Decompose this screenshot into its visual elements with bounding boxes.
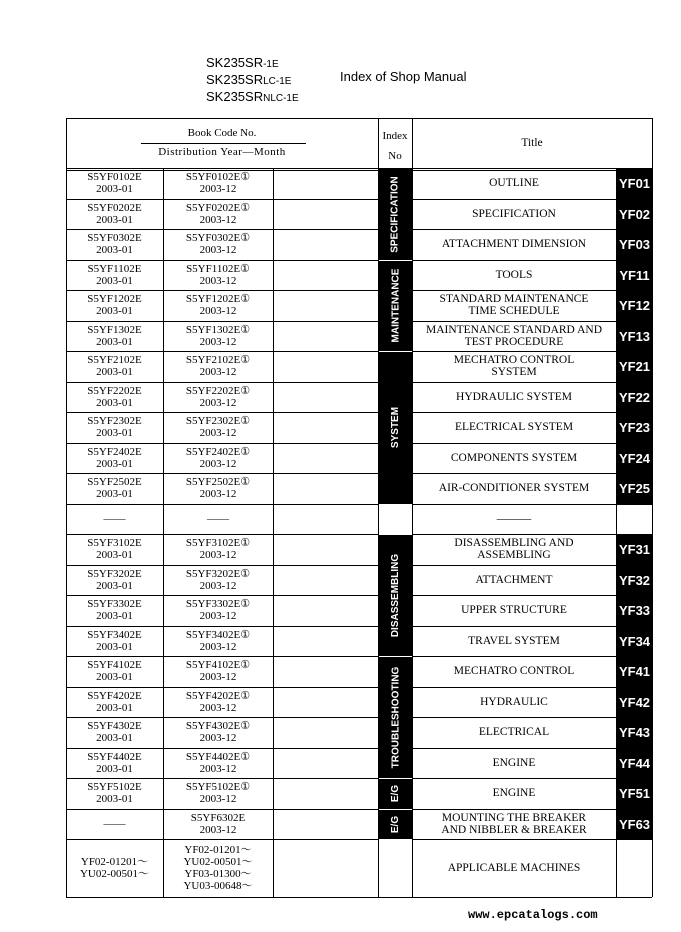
book-code-original — [66, 626, 163, 657]
book-code-original — [66, 168, 163, 199]
book-code-revision — [163, 656, 273, 687]
section-title — [412, 626, 616, 657]
book-code: —— — [207, 512, 229, 525]
book-code: YF02-01201～ YU02-00501～ YF03-01300～ YU03-00648～ — [183, 844, 253, 892]
book-code: S5YF3202E① — [185, 567, 251, 580]
book-code-original — [66, 382, 163, 413]
distribution-date: 2003-01 — [96, 183, 133, 196]
index-tag-text: YF21 — [618, 359, 651, 375]
book-code: YF02-01201～ YU02-00501～ — [79, 856, 150, 880]
group-label — [379, 169, 412, 260]
distribution-date: 2003-12 — [199, 488, 237, 501]
book-code: S5YF2502E — [87, 476, 142, 489]
section-title — [412, 595, 616, 626]
section-title-text: APPLICABLE MACHINES — [447, 862, 581, 874]
title-header-label: Title — [521, 137, 543, 149]
book-code-original — [66, 260, 163, 291]
section-title — [412, 351, 616, 382]
group-label — [379, 261, 412, 352]
section-title-text: ENGINE — [492, 756, 536, 769]
index-tag — [617, 383, 652, 413]
section-title — [412, 168, 616, 199]
distribution-date: 2003-01 — [96, 640, 133, 653]
section-title — [412, 473, 616, 504]
book-code: S5YF2202E① — [185, 384, 251, 397]
section-title — [412, 504, 616, 535]
book-code: S5YF4202E — [87, 689, 142, 702]
footer-url: www.epcatalogs.com — [468, 908, 598, 922]
distribution-date: 2003-12 — [199, 671, 237, 684]
index-tag — [617, 352, 652, 382]
book-code-original — [66, 748, 163, 779]
index-tag — [617, 657, 652, 687]
section-title-text: STANDARD MAINTENANCE TIME SCHEDULE — [439, 293, 589, 318]
book-code: S5YF0202E — [87, 201, 142, 214]
book-code-revision — [163, 168, 273, 199]
table-rule — [141, 143, 306, 144]
distribution-date: 2003-12 — [199, 793, 237, 806]
book-code: S5YF3202E — [87, 567, 142, 580]
document-title: Index of Shop Manual — [340, 69, 467, 84]
section-title-text: UPPER STRUCTURE — [461, 604, 567, 617]
distribution-date: 2003-01 — [96, 457, 133, 470]
distribution-date: 2003-12 — [199, 701, 237, 714]
book-code-revision — [163, 687, 273, 718]
group-label-text: E/G — [389, 815, 401, 833]
section-title — [412, 260, 616, 291]
book-code: S5YF0102E — [87, 171, 142, 184]
section-title — [412, 839, 616, 897]
book-code-original — [66, 473, 163, 504]
section-title-text: SPECIFICATION — [472, 207, 556, 220]
index-tag — [617, 779, 652, 809]
index-tag — [617, 810, 652, 840]
index-tag-text: YF01 — [618, 176, 651, 192]
section-title-text: MAINTENANCE STANDARD AND TEST PROCEDURE — [425, 323, 603, 348]
index-tag-text: YF02 — [618, 206, 651, 222]
distribution-date: 2003-12 — [199, 213, 237, 226]
index-tag — [617, 535, 652, 565]
book-code-revision — [163, 504, 273, 535]
book-code: S5YF5102E — [87, 781, 142, 794]
book-code-original — [66, 565, 163, 596]
book-code: S5YF2302E① — [185, 415, 251, 428]
book-code: S5YF4202E① — [185, 689, 251, 702]
book-code-revision — [163, 778, 273, 809]
section-title — [412, 748, 616, 779]
section-title-text: ENGINE — [492, 787, 536, 800]
shop-manual-index-table — [66, 118, 652, 897]
book-code: S5YF4302E — [87, 720, 142, 733]
index-tag-text: YF03 — [618, 237, 651, 253]
distribution-date: 2003-01 — [96, 549, 133, 562]
index-tag-text: YF44 — [618, 755, 651, 771]
section-title — [412, 199, 616, 230]
book-code: S5YF4402E — [87, 750, 142, 763]
index-tag-text: YF51 — [618, 786, 651, 802]
book-code: S5YF1302E — [87, 323, 142, 336]
index-tag — [617, 291, 652, 321]
book-code: S5YF2502E① — [185, 476, 251, 489]
book-code-revision — [163, 351, 273, 382]
book-code: S5YF0202E① — [185, 201, 251, 214]
book-code: S5YF0302E① — [185, 232, 251, 245]
book-code: S5YF3402E① — [185, 628, 251, 641]
book-code: S5YF1102E — [87, 262, 142, 275]
book-code-revision — [163, 595, 273, 626]
index-tag — [617, 749, 652, 779]
book-code: S5YF3302E — [87, 598, 142, 611]
no-label: No — [388, 150, 402, 162]
index-tag — [617, 230, 652, 260]
section-title-text: HYDRAULIC SYSTEM — [456, 390, 572, 403]
distribution-date: 2003-12 — [199, 732, 237, 745]
book-code-original — [66, 412, 163, 443]
distribution-date: 2003-12 — [199, 396, 237, 409]
section-title — [412, 443, 616, 474]
group-label-text: E/G — [389, 785, 401, 803]
book-code-revision — [163, 748, 273, 779]
book-code-revision — [163, 839, 273, 897]
group-label — [379, 535, 412, 656]
distribution-date: 2003-01 — [96, 244, 133, 257]
book-code: S5YF2102E — [87, 354, 142, 367]
section-title-text: TRAVEL SYSTEM — [468, 634, 560, 647]
section-title — [412, 382, 616, 413]
section-title — [412, 687, 616, 718]
book-code: S5YF0302E — [87, 232, 142, 245]
header-index-no — [378, 126, 412, 166]
distribution-date: 2003-12 — [199, 457, 237, 470]
section-title-text: MECHATRO CONTROL — [453, 665, 575, 678]
book-code-revision — [163, 260, 273, 291]
book-code: S5YF1202E① — [185, 293, 251, 306]
index-tag — [617, 566, 652, 596]
index-tag-text: YF34 — [618, 633, 651, 649]
book-code-original — [66, 443, 163, 474]
book-code: —— — [103, 817, 126, 830]
book-code: S5YF6302E — [190, 811, 246, 824]
index-tag — [617, 413, 652, 443]
index-tag-text: YF63 — [618, 816, 651, 832]
section-title-text: ELECTRICAL — [478, 726, 550, 739]
distribution-date: 2003-01 — [96, 427, 133, 440]
model-name: SK235SRLC-1E — [206, 72, 292, 87]
distribution-date: 2003-01 — [96, 701, 133, 714]
index-tag — [617, 627, 652, 657]
book-code-revision — [163, 321, 273, 352]
book-code-revision — [163, 626, 273, 657]
group-label — [379, 352, 412, 504]
book-code-revision — [163, 412, 273, 443]
section-title — [412, 229, 616, 260]
book-code: S5YF2202E — [87, 384, 142, 397]
book-code-original — [66, 839, 163, 897]
book-code-label: Book Code No. — [187, 127, 257, 139]
section-title — [412, 656, 616, 687]
book-code: S5YF5102E① — [185, 781, 251, 794]
distribution-date: 2003-12 — [199, 579, 237, 592]
section-title-text: TOOLS — [495, 268, 533, 281]
section-title — [412, 534, 616, 565]
index-tag-text: YF24 — [618, 450, 651, 466]
distribution-date: 2003-01 — [96, 274, 133, 287]
distribution-date: 2003-01 — [96, 793, 133, 806]
distribution-date: 2003-01 — [96, 762, 133, 775]
book-code: S5YF1302E① — [185, 323, 251, 336]
book-code: S5YF2402E — [87, 445, 142, 458]
book-code-original — [66, 321, 163, 352]
table-rule — [652, 118, 653, 897]
distribution-date: 2003-12 — [199, 427, 237, 440]
index-tag — [617, 200, 652, 230]
distribution-date: 2003-01 — [96, 335, 133, 348]
index-tag-text: YF31 — [618, 542, 651, 558]
index-label: Index — [382, 130, 408, 142]
book-code-revision — [163, 809, 273, 840]
index-tag-text: YF13 — [618, 328, 651, 344]
book-code-revision — [163, 290, 273, 321]
book-code-original — [66, 534, 163, 565]
index-tag — [617, 718, 652, 748]
group-label — [379, 657, 412, 778]
distribution-label: Distribution Year—Month — [158, 146, 286, 158]
index-tag-text: YF11 — [619, 267, 650, 283]
distribution-date: 2003-01 — [96, 366, 133, 379]
distribution-date: 2003-01 — [96, 579, 133, 592]
book-code-original — [66, 717, 163, 748]
index-tag-text: YF12 — [618, 298, 651, 314]
distribution-date: 2003-01 — [96, 396, 133, 409]
model-name: SK235SR-1E — [206, 55, 279, 70]
book-code: S5YF2102E① — [185, 354, 251, 367]
book-code-revision — [163, 199, 273, 230]
book-code-original — [66, 809, 163, 840]
book-code: S5YF2302E — [87, 415, 142, 428]
group-label-text: SPECIFICATION — [390, 176, 402, 253]
index-tag-text: YF41 — [618, 664, 651, 680]
index-tag-text: YF33 — [618, 603, 651, 619]
book-code: S5YF0102E① — [185, 171, 251, 184]
index-tag-text: YF25 — [618, 481, 651, 497]
distribution-date: 2003-12 — [199, 762, 237, 775]
index-tag — [617, 596, 652, 626]
model-name: SK235SRNLC-1E — [206, 89, 299, 104]
index-tag-text: YF32 — [618, 572, 651, 588]
distribution-date: 2003-12 — [199, 183, 237, 196]
section-title — [412, 412, 616, 443]
book-code-revision — [163, 717, 273, 748]
book-code: S5YF1102E① — [186, 262, 250, 275]
header-distribution — [66, 146, 378, 166]
section-title-text: DISASSEMBLING AND ASSEMBLING — [454, 537, 574, 562]
group-label-text: DISASSEMBLING — [390, 553, 401, 638]
distribution-date: 2003-01 — [96, 610, 133, 623]
distribution-date: 2003-12 — [199, 335, 237, 348]
section-title — [412, 565, 616, 596]
section-title — [412, 717, 616, 748]
section-title — [412, 290, 616, 321]
book-code-original — [66, 778, 163, 809]
group-label-text: MAINTENANCE — [390, 268, 402, 343]
book-code: S5YF3102E — [87, 537, 142, 550]
book-code: S5YF4102E — [87, 659, 142, 672]
section-title — [412, 321, 616, 352]
index-tag-text: YF23 — [618, 420, 651, 436]
index-tag-text: YF22 — [618, 389, 651, 405]
section-title-text: OUTLINE — [489, 177, 539, 190]
section-title-text: ——— — [496, 512, 532, 525]
book-code-revision — [163, 382, 273, 413]
book-code-original — [66, 595, 163, 626]
index-tag — [617, 474, 652, 504]
table-rule — [273, 168, 274, 897]
section-title-text: HYDRAULIC — [480, 695, 548, 708]
index-tag — [617, 322, 652, 352]
section-title-text: MOUNTING THE BREAKER AND NIBBLER & BREAKER — [441, 811, 587, 836]
header-title — [412, 118, 652, 168]
index-tag — [617, 261, 652, 291]
table-rule — [66, 897, 652, 898]
book-code-original — [66, 687, 163, 718]
distribution-date: 2003-12 — [199, 305, 237, 318]
book-code-revision — [163, 565, 273, 596]
book-code-original — [66, 504, 163, 535]
index-tag — [617, 688, 652, 718]
book-code: S5YF3402E — [87, 628, 142, 641]
book-code: S5YF1202E — [87, 293, 142, 306]
book-code-revision — [163, 534, 273, 565]
distribution-date: 2003-12 — [199, 610, 237, 623]
group-label-text: SYSTEM — [390, 407, 401, 449]
section-title-text: ATTACHMENT DIMENSION — [441, 238, 587, 251]
distribution-date: 2003-01 — [96, 671, 133, 684]
distribution-date: 2003-01 — [96, 732, 133, 745]
distribution-date: 2003-12 — [199, 244, 237, 257]
book-code-revision — [163, 473, 273, 504]
distribution-date: 2003-12 — [199, 640, 237, 653]
book-code: S5YF2402E① — [185, 445, 251, 458]
model-list — [206, 55, 299, 106]
book-code-original — [66, 199, 163, 230]
index-tag-text: YF42 — [618, 694, 651, 710]
book-code-original — [66, 229, 163, 260]
section-title-text: MECHATRO CONTROL SYSTEM — [453, 354, 575, 379]
book-code: S5YF4102E① — [185, 659, 251, 672]
group-label — [379, 810, 412, 840]
section-title-text: AIR-CONDITIONER SYSTEM — [438, 482, 590, 495]
book-code: S5YF4402E① — [185, 750, 251, 763]
index-tag-text: YF43 — [618, 725, 651, 741]
distribution-date: 2003-12 — [199, 549, 237, 562]
section-title — [412, 778, 616, 809]
distribution-date: 2003-01 — [96, 488, 133, 501]
book-code-revision — [163, 229, 273, 260]
distribution-date: 2003-12 — [199, 823, 237, 836]
book-code-revision — [163, 443, 273, 474]
book-code-original — [66, 351, 163, 382]
group-label-text: TROUBLESHOOTING — [390, 666, 402, 769]
book-code-original — [66, 290, 163, 321]
section-title — [412, 809, 616, 840]
section-title-text: COMPONENTS SYSTEM — [450, 451, 578, 464]
section-title-text: ATTACHMENT — [475, 573, 553, 586]
distribution-date: 2003-01 — [96, 305, 133, 318]
group-label — [379, 779, 412, 809]
book-code: —— — [103, 512, 126, 525]
index-tag — [617, 169, 652, 199]
index-tag — [617, 444, 652, 474]
book-code-original — [66, 656, 163, 687]
distribution-date: 2003-12 — [199, 366, 237, 379]
distribution-date: 2003-01 — [96, 213, 133, 226]
section-title-text: ELECTRICAL SYSTEM — [454, 421, 574, 434]
distribution-date: 2003-12 — [199, 274, 237, 287]
book-code: S5YF3102E① — [185, 537, 251, 550]
book-code: S5YF3302E① — [185, 598, 251, 611]
book-code: S5YF4302E① — [185, 720, 251, 733]
